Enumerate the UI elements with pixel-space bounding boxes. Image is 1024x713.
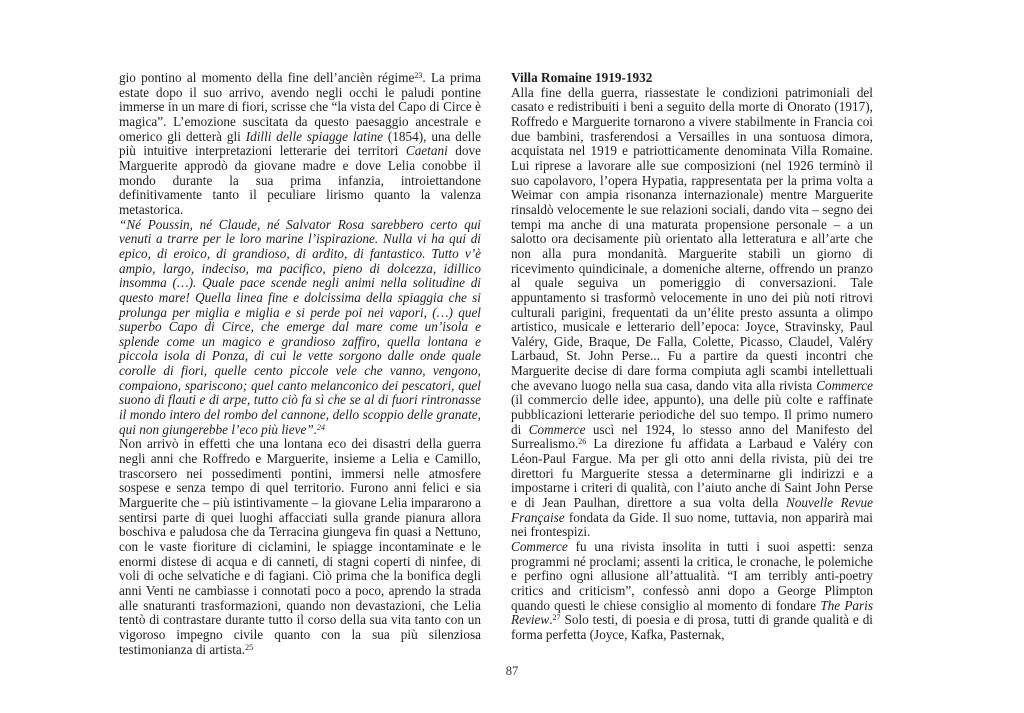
text-run: (1854), una delle più intuitive interpretazioni letterarie dei territori xyxy=(119,128,482,159)
text-run: (il commercio delle idee, appunto), una delle più colte e raffinate pubblicazioni letterarie periodiche del suo tempo. Il primo numero di xyxy=(511,392,873,437)
left-quotation xyxy=(119,218,481,438)
left-column xyxy=(119,71,481,657)
right-paragraph-2 xyxy=(511,540,873,643)
italic-title: Nouvelle Revue Française xyxy=(511,495,873,525)
text-run: Non arrivò in effetti che una lontana eco dei disastri della guerra negli anni che Roffredo e Marguerite, insieme a Lelia e Camillo, trascorsero nei possedimenti pontini, immersi nelle atmosfere sospese e senza tempo di quel territorio. Furono anni felici e sia Marguerite che – più istintivamente – la giovane Lelia impararono a sentirsi parte di quei luoghi affacciati sulla grande pianura allora boschiva e paludosa che da Terracina giungeva fin quasi a Nettuno, con le vaste fioriture di ciclamini, le spiagge incontaminate e le enormi distese di acqua e di canneti, di stagni coperti di ninfee, di voli di oche selvatiche e di fagiani. Ciò prima che la bonifica degli anni Venti ne cambiasse i connotati poco a poco, aprendo la strada alle snaturanti trasformazioni, quando non devastazioni, che Lelia tentò di contrastare durante tutto il corso della sua vita tanto con un vigoroso impegno civile quanto con la sua più silenziosa testimonianza di artista. xyxy=(119,436,481,657)
italic-title: Commerce xyxy=(528,421,586,437)
page-number: 87 xyxy=(505,664,519,678)
footnote-marker: 27 xyxy=(552,613,561,623)
italic-title: Commerce xyxy=(816,377,873,393)
text-run: fondata da Gide. Il suo nome, tuttavia, non apparirà mai nei frontespizi. xyxy=(511,509,873,540)
right-column xyxy=(511,71,873,643)
text-run: dove Marguerite approdò da giovane madre e dove Lelia conobbe il mondo durante la sua prima infanzia, introiettandone definitivamente tanto il peculiare lirismo quanto la valenza metastorica. xyxy=(119,143,481,217)
footnote-marker: 25 xyxy=(245,642,254,652)
text-run: . La prima estate dopo il suo arrivo, avendo negli occhi le paludi pontine immerse in un mare di fiori, scrisse che “la vista del Capo di Circe è magica”. L’emozione suscitata da questo paesaggio ancestrale e omerico gli detterà gli xyxy=(119,70,482,144)
text-run: gio pontino al momento della fine dell’ancièn régime xyxy=(119,70,415,85)
section-heading: Villa Romaine 1919-1932 xyxy=(511,70,653,85)
italic-title: The Paris Review xyxy=(511,597,873,628)
text-run: . xyxy=(549,612,553,628)
left-paragraph-2 xyxy=(119,437,481,657)
text-run: La direzione fu affidata a Larbaud e Valéry con Léon-Paul Fargue. Ma per gli otto anni della rivista, più dei tre direttori fu Marguerite stessa a determinarne gli indirizzi e a impostarne i criteri di qualità, con l’aiuto anche di Saint John Perse e di Jean Paulhan, direttore a sua volta della xyxy=(511,436,873,511)
left-paragraph-1 xyxy=(119,71,481,218)
footnote-marker: 24 xyxy=(317,422,326,432)
text-run: uscì nel 1924, lo stesso anno del Manifesto del Surrealismo. xyxy=(511,421,873,452)
right-paragraph-1 xyxy=(511,86,873,540)
text-run: Solo testi, di poesia e di prosa, tutti di grande qualità e di forma perfetta (Joyce, Kafka, Pasternak, xyxy=(511,612,873,642)
text-run: “Né Poussin, né Claude, né Salvator Rosa sarebbero certo qui venuti a trarre per le loro marine l’ispirazione. Nulla vi ha qui di epico, di eroico, di grandioso, di ardito, di fantastico. Tutto v’è ampio, largo, indeciso, ma pacifico, pieno di dolcezza, idillico insomma (…). Quale pace scende negli animi nella solitudine di questo mare! Quella linea fine e dolcissima della spiaggia che si prolunga per miglia e miglia e si perde poi nei vapori, (…) quel superbo Capo di Circe, che emerge dal mare come un’isola e splende come un magico e grandioso zaffiro, quella lontana e piccola isola di Ponza, di cui le vette sorgono dalle onde quale corolle di fiori, quelle cento piccole vele che vanno, vengono, compaiono, spariscono; quel canto melanconico dei pescatori, quel suono di flauti e di arpe, tutto ciò fa sì che se al di fuori rintronasse il mondo intero del rombo del cannone, dello scoppio delle granate, qui non giungerebbe l’eco più lieve”. xyxy=(119,216,481,437)
text-run: Alla fine della guerra, riassestate le condizioni patrimoniali del casato e redistribuiti i beni a seguito della morte di Onorato (1917), Roffredo e Marguerite tornarono a vivere stabilmente in Francia coi due bambini, trasferendosi a Versailles in una sontuosa dimora, acquistata nel 1919 e patriotticamente denominata Villa Romaine. Lui riprese a lavorare alle sue composizioni (nel 1926 terminò il suo capolavoro, l’opera Hypatia, rappresentata per la prima volta a Weimar con ampia risonanza internazionale) mentre Marguerite rinsaldò velocemente le sue relazioni sociali, dando vita – segno dei tempi ma anche di una maturata propensione personale – a un salotto ora decisamente più orientato alla letteratura e all’arte che non alla pura mondanità. Marguerite stabilì un giorno di ricevimento quindicinale, a domeniche alterne, offrendo un pranzo al quale seguiva un pomeriggio di conversazioni. Tale appuntamento si trasformò velocemente in uno dei più noti ritrovi culturali parigini, frequentati da un’élite presto assunta a olimpo artistico, musicale e letterario dell’epoca: Joyce, Stravinsky, Paul Valéry, Gide, Braque, De Falla, Colette, Picasso, Claudel, Valéry Larbaud, St. John Perse... Fu a partire da questi incontri che Marguerite decise di dare forma compiuta agli scambi intellettuali che avevano luogo nella sua casa, dando vita alla rivista xyxy=(511,84,873,393)
text-run: fu una rivista insolita in tutti i suoi aspetti: senza programmi né proclami; assenti la critica, le cronache, le polemiche e perfino ogni allusione all’attualità. “I am terribly anti-poetry critics and criticism”, confessò anni dopo a George Plimpton quando questi le chiese consiglio al momento di fondare xyxy=(511,539,873,613)
italic-title: Commerce xyxy=(511,539,568,554)
footnote-marker: 26 xyxy=(578,437,587,447)
italic-title: Idilli delle spiagge latine xyxy=(245,128,384,144)
italic-title: Caetani xyxy=(405,143,448,159)
footnote-marker: 23 xyxy=(414,71,423,80)
